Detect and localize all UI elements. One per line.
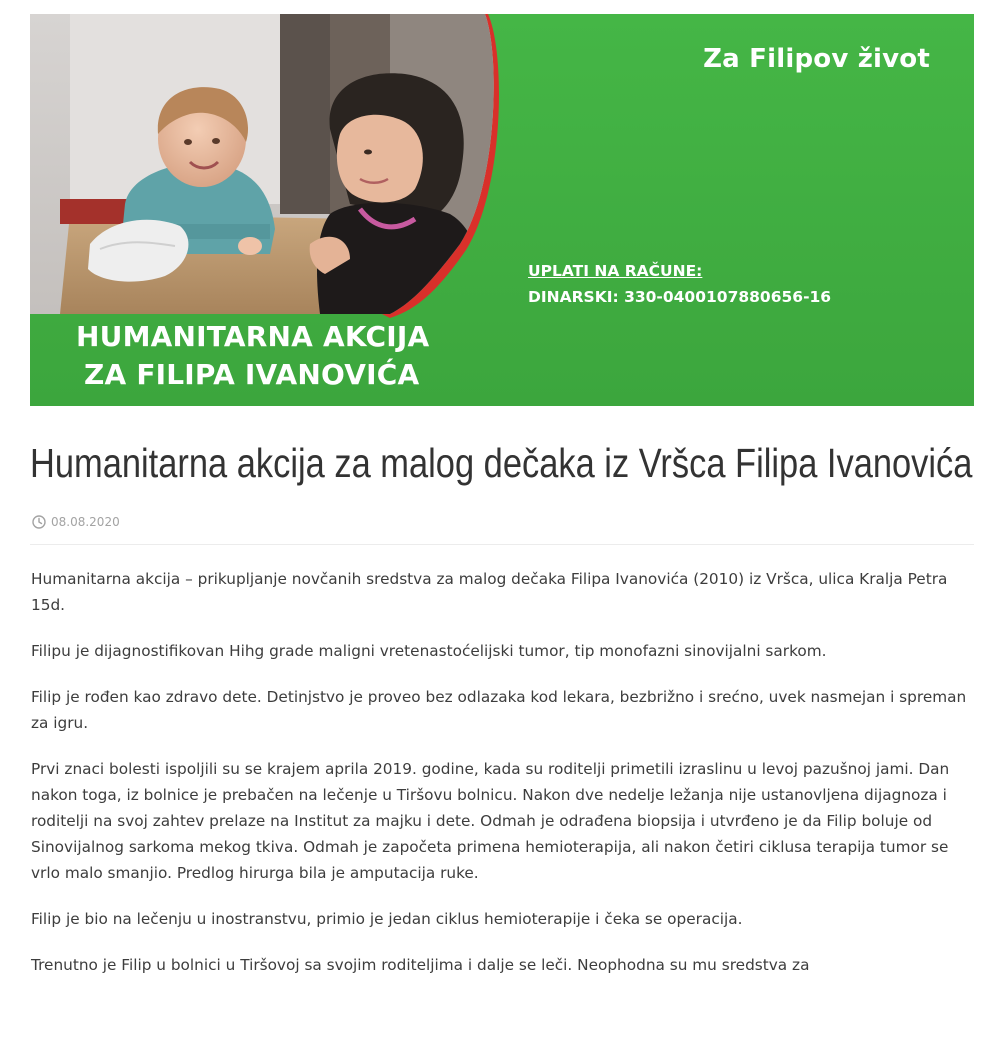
bank-account-info xyxy=(528,258,831,310)
meta-divider xyxy=(30,544,974,545)
article-paragraph: Filipu je dijagnostifikovan Hihg grade maligni vretenastoćelijski tumor, tip monofazni sinovijalni sarkom. xyxy=(31,642,827,660)
campaign-banner xyxy=(30,14,974,406)
article-paragraph: Prvi znaci bolesti ispoljili su se krajem aprila 2019. godine, kada su roditelji primetili izraslinu u levoj pazušnoj jami. Dan nakon toga, iz bolnice je prebačen na lečenje u Tiršovu bolnicu. Nakon dve nedelje ležanja nije ustanovljena dijagnoza i roditelji na svoj zahtev prelaze na Institut za majku i dete. Odmah je odrađena biopsija i utvrđeno je da Filip boluje od Sinovijalnog sarkoma mekog tkiva. Odmah je započeta primena hemioterapija, ali nakon četiri ciklusa terapija tumor se vrlo malo smanjio. Predlog hirurga bila je amputacija ruke. xyxy=(31,760,950,882)
article-paragraph: Trenutno je Filip u bolnici u Tiršovoj sa svojim roditeljima i dalje se leči. Neophodna su mu sredstva za xyxy=(31,956,810,974)
article-title: Humanitarna akcija za malog dečaka iz Vršca Filipa Ivanovića xyxy=(30,440,973,486)
account-number: DINARSKI: 330-0400107880656-16 xyxy=(528,288,832,306)
article-meta xyxy=(32,515,120,529)
account-heading: UPLATI NA RAČUNE: xyxy=(528,262,703,280)
article-body xyxy=(31,566,976,998)
banner-action-line1: HUMANITARNA AKCIJA xyxy=(76,320,430,353)
banner-action-line2: ZA FILIPA IVANOVIĆA xyxy=(84,358,420,391)
article-paragraph: Humanitarna akcija – prikupljanje novčanih sredstva za malog dečaka Filipa Ivanovića (2010) iz Vršca, ulica Kralja Petra 15d. xyxy=(31,570,948,614)
clock-icon xyxy=(32,515,46,529)
article-paragraph: Filip je bio na lečenju u inostranstvu, primio je jedan ciklus hemioterapije i čeka se operacija. xyxy=(31,910,743,928)
article-paragraph: Filip je rođen kao zdravo dete. Detinjstvo je proveo bez odlazaka kod lekara, bezbrižno i srećno, uvek nasmejan i spreman za igru. xyxy=(31,688,967,732)
article-date: 08.08.2020 xyxy=(51,515,120,529)
banner-action-text xyxy=(76,318,429,394)
banner-tagline: Za Filipov život xyxy=(703,44,930,74)
